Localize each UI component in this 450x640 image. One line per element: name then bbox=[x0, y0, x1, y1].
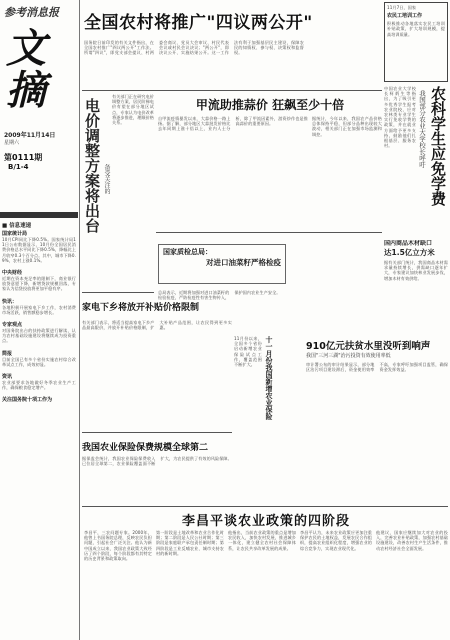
masthead-title: 文摘 bbox=[6, 28, 44, 112]
li-article-col: 他建议，国家应继续加大对农业的投入，完善农业补贴政策，加强农村基础设施建设，改善农村生产生活条件，推动农村经济社会全面发展。 bbox=[376, 530, 448, 551]
info-item: 快讯： 各地积极开展家电下乡工作，农村消费市场活跃，销售额稳步增长。 bbox=[2, 298, 76, 315]
jiadian-headline: 家电下乡将放开补贴价格限制 bbox=[82, 303, 200, 313]
electricity-title: 电价调整方案将出台 bbox=[83, 98, 101, 233]
quality-box: 国家质检总局： 对进口油菜籽严格检疫 bbox=[158, 244, 286, 284]
masthead-issue: 第0111期 bbox=[4, 153, 43, 162]
right-article: 中国农业大学校长柯炳生等指出，为了吸引更多优秀学生报考农业院校，应对农林类专业学生实行免收学费的政策，并在就业方面给予更多支持，鼓励他们扎根基层、服务农村。 bbox=[384, 86, 416, 149]
jiadian-article: 有关部门表示，将适当提高家电下乡产品最高限价，并放开补贴价格限制，扩大补贴产品范围，让农民得到更多实惠。 bbox=[82, 320, 232, 331]
electricity-sub: 备受关注的 bbox=[103, 164, 110, 194]
insurance-article: 据保监会统计，我国农业保险保费收入已位居全球第二，农业保险覆盖面不断扩大，为农民提供了有效的风险保障。 bbox=[82, 456, 232, 467]
info-item: 资讯 农业部要求各地做好冬季农业生产工作，确保粮食稳定增产。 bbox=[2, 374, 76, 391]
info-item: 简报 目前全国已有多个省份实施农村综合改革试点工作，成效初显。 bbox=[2, 350, 76, 367]
masthead-pages: B/1-4 bbox=[8, 163, 29, 171]
info-list bbox=[2, 230, 76, 640]
paper-name: 参考消息报 bbox=[4, 6, 59, 19]
li-article-col: 李昌平，三农问题专家。2000年，他曾上书国务院总理，反映农民负担问题，引起社会广泛关注。他认为新中国成立以来，我国农业政策大致经历了四个阶段，每个阶段都有其特定的历史背景和政策取向。 bbox=[84, 530, 152, 562]
electricity-block bbox=[82, 94, 154, 246]
info-item: 国家统计局 10月CPI同比下降0.5%。国家统计局11日公布数据显示，10月份全国居民消费价格总水平同比下降0.5%，降幅比上月收窄0.3个百分点。其中，城市下降0.9%，农村上涨0.1%。 bbox=[2, 231, 76, 263]
mid-article: 自甲流疫情暴发以来，大蒜价格一路上扬。据了解，部分地区大蒜批发价格比去年同期上涨十倍以上，业内人士分析，除了甲流因素外，游资炒作也是推高蒜价的重要原因。 bbox=[158, 116, 308, 132]
li-article-col: 李昌平认为，未来农业政策应更加注重保护农民的土地权益，发展农民合作组织，提高农业组织化程度，增强农业的综合竞争力，实现农业现代化。 bbox=[300, 530, 372, 551]
top-headline: 全国农村将推广"四议两公开" bbox=[84, 13, 313, 33]
masthead-date: 2009年11月14日 bbox=[4, 132, 56, 139]
right-vertical-title: 农科学生应免学费 bbox=[429, 86, 447, 206]
li-article-col: 他指出，当前农业政策的重点是增加农民收入，加快农村发展，推进城乡一体化，建立健全农村社会保障体系，让农民共享改革发展的成果。 bbox=[228, 530, 296, 551]
masthead-weekday: 星期六 bbox=[4, 140, 20, 146]
top-article: 国务院日前印发的有关文件指出，在全国农村推广"四议两公开"工作法。所谓"四议"，即党支部会提议、村两委会商议、党员大会审议、村民代表会议或村民会议决议；"两公开"，即决议公开、实施结果公开。这一工作法有利于加强基层民主建设，保障农民的知情权、参与权、决策权和监督权。 bbox=[84, 40, 304, 56]
water-subhead: 我国"三河三湖"治污投资有效使用率低 bbox=[306, 353, 391, 359]
masthead bbox=[0, 0, 78, 205]
insurance-headline: 我国农业保险保费规模全球第二 bbox=[82, 443, 209, 453]
li-article-col: 第一阶段是土地改革和农业合作化时期；第二阶段是人民公社时期；第三阶段是家庭联产承包责任制时期；第四阶段是工业反哺农业、城市支持农村的新时期。 bbox=[156, 530, 224, 556]
water-article: 审计署公布的审计结果显示，部分地区治污项目建设滞后，资金使用效率不高，专家呼吁加强项目监管，确保资金发挥效益。 bbox=[306, 362, 448, 373]
quality-article: 总局表示，近期将加强对进口油菜籽的检验检疫，严防检疫性有害生物传入，保护国内农业生产安全。 bbox=[158, 290, 281, 301]
mid-headline: 甲流助推蒜价 狂飙至少十倍 bbox=[195, 98, 345, 112]
insurance-vertical-block bbox=[234, 336, 304, 436]
water-headline: 910亿元扶贫水里没听到响声 bbox=[306, 341, 431, 352]
right-vertical-sub: 我国部分农业大学校长呼吁 bbox=[418, 90, 426, 168]
mid-right-article: 据统计，今年以来，我国农产品价格总体保持平稳，但部分品种出现较大波动，相关部门正在加强市场监测和调控。 bbox=[312, 116, 382, 137]
info-last-head: 关注国务院十项工作为 bbox=[2, 397, 53, 404]
info-item: 中央财经 近期在资本充足率的限制下，商业银行放贷意愿下降，新增贷款规模回落，专家认为信贷投放将更加平稳有序。 bbox=[2, 270, 76, 292]
insurance-vertical-title: 十一月份我国新增农业保险 bbox=[265, 336, 273, 420]
insurance-vertical-text: 11月份以来，全国多个省份启动新增农业保险试点工作，覆盖范围不断扩大。 bbox=[234, 336, 262, 368]
electricity-article: 有关部门正在研究电价调整方案，居民阶梯电价有望在部分地区试点，专家认为电价改革将逐步推进，理顺价格关系。 bbox=[112, 94, 154, 126]
info-section-title: ■ 信息速递 bbox=[2, 223, 32, 229]
info-item: 专家观点 对国务院出台的扶持政策进行解读，认为农村基础设施建设将继续成为投资重点。 bbox=[2, 322, 76, 344]
timber-box: 国内商品木材缺口 达1.5亿立方米 据有关部门统计，我国商品木材需求量持续增长，供需缺口逐年扩大，专家建议加快林业发展步伐，增加木材有效供给。 bbox=[384, 240, 448, 281]
top-right-box: 11月7日，国家 农民工培训工作 积极推动各地落实农民工培训补贴政策，扩大培训规模，提高培训质量。 bbox=[384, 2, 448, 82]
right-vertical-block bbox=[384, 86, 448, 234]
li-headline: 李昌平谈农业政策的四阶段 bbox=[181, 514, 350, 529]
